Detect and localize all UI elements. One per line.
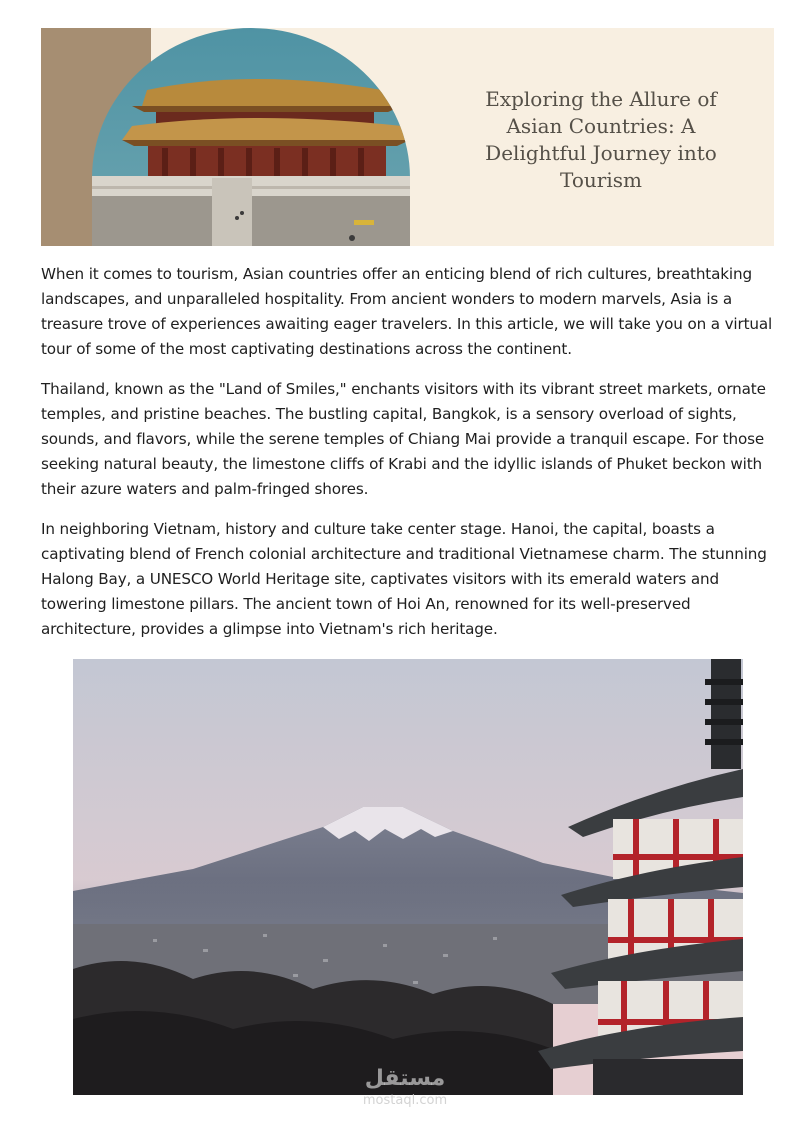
header-palace-image — [92, 28, 410, 246]
watermark-latin: mostaql.com — [362, 1093, 448, 1108]
paragraph-thailand: Thailand, known as the "Land of Smiles," enchants visitors with its vibrant street markets, ornate temples, and pristine beaches. The bustling capital, Bangkok, is a sensory overload of sights, sounds, and flavors, while the serene temples of Chiang Mai provide a tranquil escape. For those seeking natural beauty, the limestone cliffs of Krabi and the idyllic islands of Phuket beckon with their azure waters and palm-fringed shores. — [41, 380, 766, 498]
article-body — [41, 262, 781, 657]
watermark-arabic: مستقل — [364, 1066, 446, 1091]
mostaql-watermark — [340, 1066, 470, 1108]
article-title: Exploring the Allure of Asian Countries: A Delightful Journey into Tourism — [485, 87, 717, 192]
fuji-pagoda-image — [73, 659, 743, 1095]
paragraph-intro: When it comes to tourism, Asian countries offer an enticing blend of rich cultures, breathtaking landscapes, and unparalleled hospitality. From ancient wonders to modern marvels, Asia is a treasure trove of experiences awaiting eager travelers. In this article, we will take you on a virtual tour of some of the most captivating destinations across the continent. — [41, 265, 773, 358]
paragraph-vietnam: In neighboring Vietnam, history and culture take center stage. Hanoi, the capital, boasts a captivating blend of French colonial architecture and traditional Vietnamese charm. The stunning Halong Bay, a UNESCO World Heritage site, captivates visitors with its emerald waters and towering limestone pillars. The ancient town of Hoi An, renowned for its well-preserved architecture, provides a glimpse into Vietnam's rich heritage. — [41, 520, 767, 638]
header-banner — [41, 28, 774, 246]
